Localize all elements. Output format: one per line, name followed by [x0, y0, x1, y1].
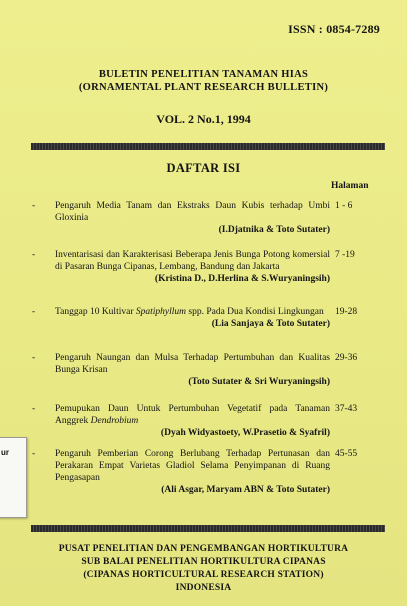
page-range: 19-28 [335, 307, 358, 317]
toc-entry-body [55, 200, 330, 236]
bullet-dash: - [32, 404, 36, 414]
library-sticker [0, 437, 27, 518]
toc-entry-body [55, 448, 330, 496]
bullet-dash: - [32, 353, 36, 363]
page-column-label: Halaman [331, 181, 369, 191]
page-range: 29-36 [335, 353, 358, 363]
publisher-line-3: (CIPANAS HORTICULTURAL RESEARCH STATION) [83, 570, 324, 580]
article-authors: (Dyah Widyastoety, W.Prasetio & Syafril) [160, 428, 330, 438]
toc-heading: DAFTAR ISI [166, 161, 241, 175]
article-title: Pengaruh Naungan dan Mulsa Terhadap Pertumbuhan dan Kualitas Bunga Krisan [55, 353, 330, 375]
bullet-dash: - [32, 201, 36, 211]
bulletin-title: BULETIN PENELITIAN TANAMAN HIAS [98, 69, 309, 80]
publisher-line-1: PUSAT PENELITIAN DAN PENGEMBANGAN HORTIKULTURA [58, 544, 349, 554]
toc-entry-body [55, 403, 330, 439]
article-authors: (Lia Sanjaya & Toto Sutater) [211, 319, 330, 329]
toc-entry-body [55, 306, 330, 330]
publisher-line-2: SUB BALAI PENELITIAN HORTIKULTURA CIPANAS [81, 557, 326, 567]
toc-entry-body [55, 249, 330, 285]
bottom-divider-bar [31, 525, 385, 532]
article-authors: (Ali Asgar, Maryam ABN & Toto Sutater) [161, 485, 330, 495]
bullet-dash: - [32, 449, 36, 459]
top-divider-bar [31, 143, 385, 150]
volume-issue: VOL. 2 No.1, 1994 [156, 112, 251, 126]
faded-library-stamp [160, 28, 271, 54]
article-title: Pengaruh Media Tanam dan Ekstraks Daun Kubis terhadap Umbi Gloxinia [55, 201, 330, 223]
article-title: Pemupukan Daun Untuk Pertumbuhan Vegetatif pada Tanaman Anggrek Dendrobium [55, 404, 330, 426]
page-range: 1 - 6 [335, 201, 353, 211]
page-range: 7 -19 [335, 250, 355, 260]
toc-entry-body [55, 352, 330, 388]
page-range: 45-55 [335, 449, 358, 459]
article-title: Inventarisasi dan Karakterisasi Beberapa Jenis Bunga Potong komersial di Pasaran Bunga Cipanas, Lembang, Bandung dan Jakarta [55, 250, 330, 272]
publisher-country: INDONESIA [175, 583, 232, 593]
issn-number: ISSN : 0854-7289 [288, 22, 380, 36]
article-authors: (Toto Sutater & Sri Wuryaningsih) [188, 377, 330, 387]
page-range: 37-43 [335, 404, 358, 414]
bulletin-title-english: (ORNAMENTAL PLANT RESEARCH BULLETIN) [78, 82, 329, 93]
article-authors: (Kristina D., D.Herlina & S.Wuryaningsih) [154, 274, 330, 284]
article-authors: (I.Djatnika & Toto Sutater) [218, 225, 330, 235]
article-title: Tanggap 10 Kultivar Spatiphyllum spp. Pada Dua Kondisi Lingkungan [55, 307, 324, 317]
bullet-dash: - [32, 307, 36, 317]
bullet-dash: - [32, 250, 36, 260]
article-title: Pengaruh Pemberian Corong Berlubang Terhadap Pertunasan dan Perakaran Empat Varietas Gladiol Selama Penyimpanan di Ruang Pengasapan [55, 449, 330, 483]
sticker-text: ur [1, 448, 9, 457]
